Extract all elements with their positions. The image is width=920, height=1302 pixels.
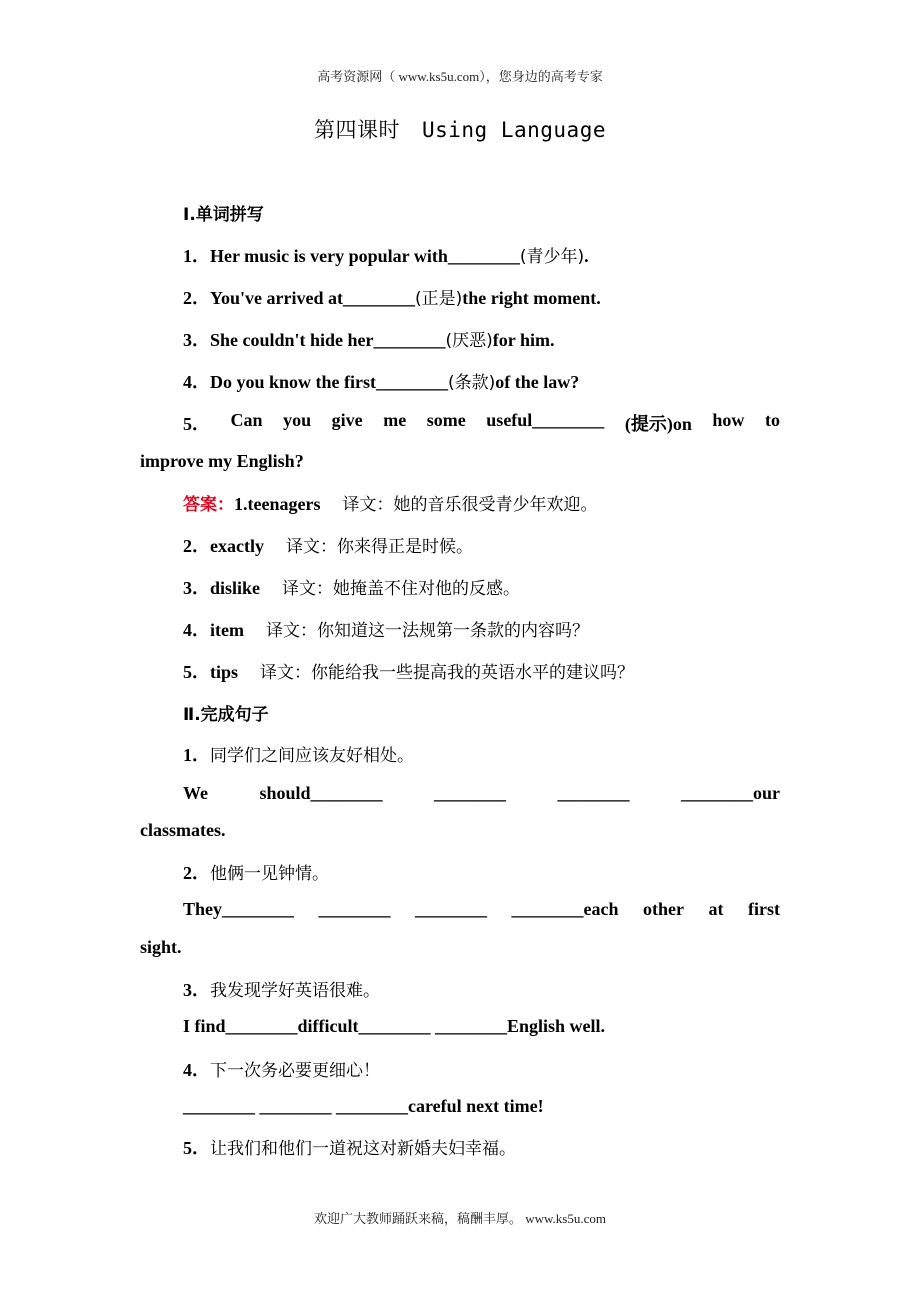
title-en: Using Language xyxy=(421,118,606,142)
answer-4: 4．item 译文：你知道这一法规第一条款的内容吗？ xyxy=(183,620,589,641)
s1-item-4: 4．Do you know the first________(条款)of the law? xyxy=(183,372,580,393)
page-header: 高考资源网（ www.ks5u.com），您身边的高考专家 xyxy=(317,69,603,84)
s2-item-5-cn: 5．让我们和他们一道祝这对新婚夫妇幸福。 xyxy=(183,1138,516,1159)
answer-2: 2．exactly 译文：你来得正是时候。 xyxy=(183,536,473,557)
page-title xyxy=(0,114,920,144)
answer-5: 5．tips 译文：你能给我一些提高我的英语水平的建议吗？ xyxy=(183,662,635,683)
s1-item-5: 5． Can you give me some useful________ (提示)on how to xyxy=(183,410,780,434)
s1-item-5-cont: improve my English? xyxy=(140,451,304,471)
answer-1: 答案：1.teenagers 译文：她的音乐很受青少年欢迎。 xyxy=(183,494,598,515)
s2-item-1-en: We should________ ________ ________ ________our xyxy=(183,783,780,803)
s1-item-3: 3．She couldn't hide her________(厌恶)for him. xyxy=(183,330,555,351)
s2-item-2-cn: 2．他俩一见钟情。 xyxy=(183,863,329,884)
s2-item-1-cn: 1．同学们之间应该友好相处。 xyxy=(183,745,414,766)
section2-heading: Ⅱ.完成句子 xyxy=(183,705,269,725)
s1-item-2: 2．You've arrived at________(正是)the right moment. xyxy=(183,288,601,309)
s2-item-3-en: I find________difficult________ ________English well. xyxy=(183,1016,606,1036)
answer-3: 3．dislike 译文：她掩盖不住对他的反感。 xyxy=(183,578,521,599)
title-cn: 第四课时 xyxy=(313,118,400,142)
s2-item-2-cont: sight. xyxy=(140,937,182,957)
s1-item-1: 1．Her music is very popular with________(青少年). xyxy=(183,246,589,267)
s2-item-4-cn: 4．下一次务必要更细心！ xyxy=(183,1060,380,1081)
page-footer: 欢迎广大教师踊跃来稿，稿酬丰厚。 www.ks5u.com xyxy=(313,1211,606,1226)
s2-item-4-en: ________ ________ ________careful next time! xyxy=(183,1096,544,1116)
section1-heading: Ⅰ.单词拼写 xyxy=(183,205,264,225)
s2-item-2-en: They________ ________ ________ ________each other at first xyxy=(183,899,780,919)
s2-item-3-cn: 3．我发现学好英语很难。 xyxy=(183,980,380,1001)
answer-label: 答案： xyxy=(183,495,234,515)
s2-item-1-cont: classmates. xyxy=(140,820,226,840)
